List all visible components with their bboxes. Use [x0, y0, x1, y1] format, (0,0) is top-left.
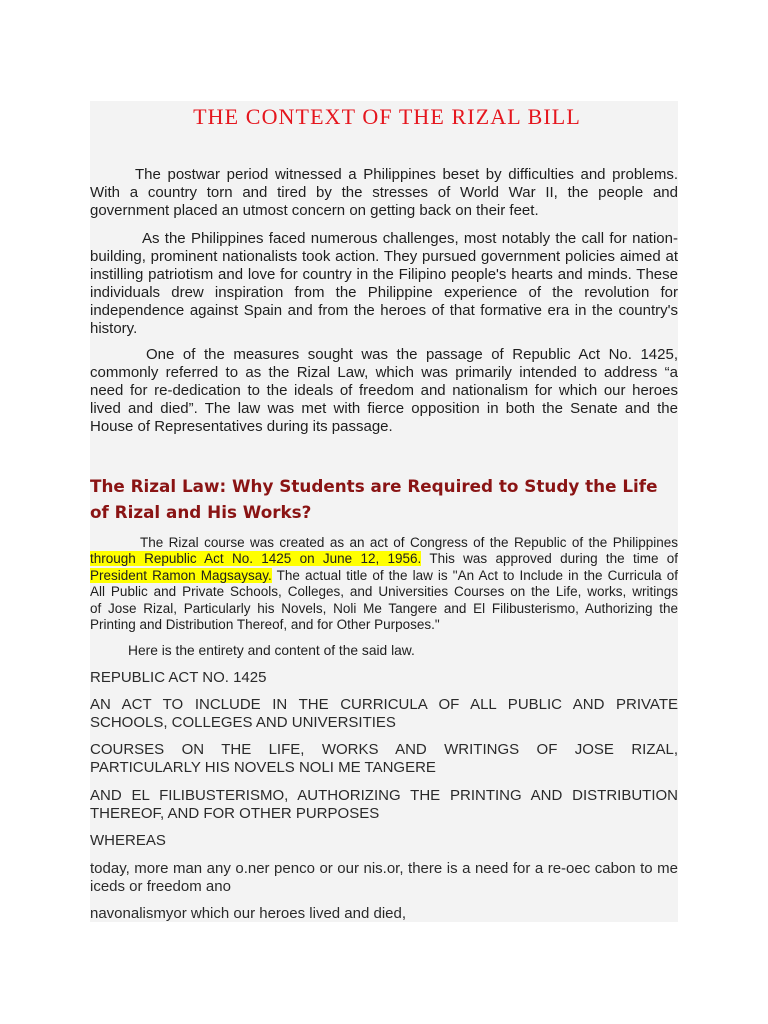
paragraph-text: All Public and Private Schools, Colleges, and Universities Courses on the Life, works, writings	[90, 584, 678, 600]
paragraph-text: Printing and Distribution Thereof, and for Other Purposes."	[90, 617, 440, 633]
whereas-clause-2	[90, 905, 678, 923]
paragraph-line: instilling patriotism and love for country in the Filipino people's hearts and minds. These	[90, 266, 678, 283]
paragraph-line: One of the measures sought was the passage of Republic Act No. 1425,	[146, 346, 678, 363]
paragraph-line: Here is the entirety and content of the said law.	[128, 643, 415, 658]
whereas-line: navonalismyor which our heroes lived and died,	[90, 905, 407, 922]
context-paragraph-2	[90, 230, 678, 338]
act-title-block-3	[90, 787, 678, 823]
paragraph-text: of Jose Rizal, Particularly his Novels, Noli Me Tangere and El Filibusterismo, Authorizing the	[90, 600, 678, 616]
paragraph-line	[90, 617, 678, 633]
act-title-block-1	[90, 696, 678, 732]
highlighted-text: through Republic Act No. 1425 on June 12, 1956.	[90, 551, 422, 567]
context-paragraph-1	[90, 166, 678, 220]
paragraph-line: House of Representatives during its passage.	[90, 418, 393, 435]
section-heading-line: The Rizal Law: Why Students are Required to Study the Life	[90, 476, 658, 496]
whereas-text: WHEREAS	[90, 832, 166, 849]
whereas-clause-1	[90, 860, 678, 896]
paragraph-line: commonly referred to as the Rizal Law, which was primarily intended to address “a	[90, 364, 678, 381]
act-title-line: AN ACT TO INCLUDE IN THE CURRICULA OF ALL PUBLIC AND PRIVATE	[90, 696, 678, 713]
act-title-line: THEREOF, AND FOR OTHER PURPOSES	[90, 805, 380, 822]
paragraph-line: As the Philippines faced numerous challenges, most notably the call for nation-	[142, 230, 678, 247]
paragraph-line: need for re-dedication to the ideals of freedom and nationalism for which our heroes	[90, 382, 678, 399]
act-title-line: AND EL FILIBUSTERISMO, AUTHORIZING THE PRINTING AND DISTRIBUTION	[90, 787, 678, 804]
paragraph-line	[90, 601, 678, 617]
document-title: THE CONTEXT OF THE RIZAL BILL	[193, 104, 581, 129]
rizal-law-paragraph	[90, 535, 678, 633]
paragraph-text: The Rizal course was created as an act of Congress of the Republic of the Philippines	[140, 535, 678, 550]
act-title-line: SCHOOLS, COLLEGES AND UNIVERSITIES	[90, 714, 396, 731]
paragraph-line: individuals drew inspiration from the Philippine experience of the revolution for	[90, 284, 678, 301]
act-title-block-2	[90, 741, 678, 777]
whereas-label	[90, 832, 678, 850]
paragraph-line: lived and died”. The law was met with fierce opposition in both the Senate and the	[90, 400, 678, 417]
context-paragraph-3	[90, 346, 678, 436]
act-number-text: REPUBLIC ACT NO. 1425	[90, 669, 267, 686]
whereas-line: iceds or freedom ano	[90, 878, 231, 895]
paragraph-text: This was approved during the time of	[421, 551, 678, 567]
paragraph-line	[90, 584, 678, 600]
paragraph-line: building, prominent nationalists took action. They pursued government policies aimed at	[90, 248, 678, 265]
paragraph-text: The actual title of the law is "An Act to Include in the Curricula of	[271, 567, 678, 583]
paragraph-line: government placed an utmost concern on getting back on their feet.	[90, 202, 539, 219]
act-title-line: COURSES ON THE LIFE, WORKS AND WRITINGS OF JOSE RIZAL,	[90, 741, 678, 758]
act-title-line: PARTICULARLY HIS NOVELS NOLI ME TANGERE	[90, 759, 436, 776]
paragraph-line: With a country torn and tired by the stresses of World War II, the people and	[90, 184, 678, 201]
paragraph-line	[90, 568, 678, 584]
paragraph-line	[90, 551, 678, 567]
act-number	[90, 669, 678, 687]
paragraph-line: independence against Spain and from the heroes of that formative era in the country's	[90, 302, 678, 319]
section-heading-line: of Rizal and His Works?	[90, 502, 312, 522]
paragraph-line	[90, 535, 678, 551]
whereas-line: today, more man any o.ner penco or our nis.or, there is a need for a re-oec cabon to me	[90, 860, 678, 877]
highlighted-text: President Ramon Magsaysay.	[90, 567, 272, 583]
law-intro	[90, 642, 678, 660]
section-heading	[90, 473, 678, 525]
paragraph-line: The postwar period witnessed a Philippines beset by difficulties and problems.	[135, 166, 678, 183]
paragraph-line: history.	[90, 320, 138, 337]
